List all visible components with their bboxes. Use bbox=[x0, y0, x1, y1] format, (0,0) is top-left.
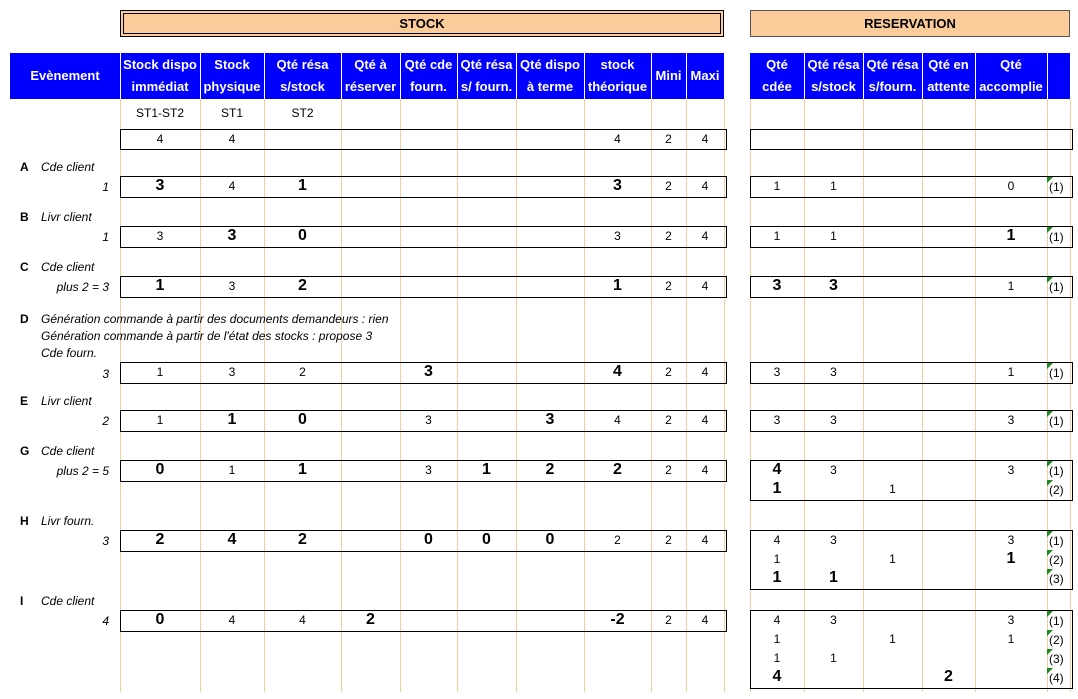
event-note: Génération commande à partir des documents demandeurs : rien bbox=[41, 312, 389, 326]
reservation-cell: 3 bbox=[1007, 463, 1015, 477]
event-label: Livr fourn. bbox=[41, 514, 95, 528]
stock-cell: 4 bbox=[299, 613, 306, 627]
stock-cell: 3 bbox=[228, 365, 236, 379]
reservation-line-index: (3) bbox=[1049, 652, 1064, 666]
stock-cell: 4 bbox=[614, 132, 621, 146]
reservation-line-index: (1) bbox=[1049, 366, 1064, 380]
stock-code-label: ST1-ST2 bbox=[135, 106, 184, 120]
stock-cell: 1 bbox=[298, 461, 307, 478]
reservation-cell: 0 bbox=[1007, 179, 1015, 193]
stock-cell: 3 bbox=[228, 279, 236, 293]
stock-cell: 1 bbox=[298, 177, 307, 194]
stock-column-header: Mini bbox=[651, 53, 687, 99]
stock-cell: 4 bbox=[701, 413, 709, 427]
stock-column-header: Stock dispo immédiat bbox=[120, 53, 201, 99]
stock-column-header: Qté cde fourn. bbox=[400, 53, 458, 99]
stock-cell: 1 bbox=[156, 365, 164, 379]
reservation-cell: 3 bbox=[830, 463, 837, 477]
stock-cell: 1 bbox=[156, 413, 164, 427]
stock-cell: 2 bbox=[299, 365, 306, 379]
stock-cell: 4 bbox=[701, 132, 709, 146]
event-letter: E bbox=[20, 394, 29, 408]
reservation-cell: 3 bbox=[830, 365, 837, 379]
stock-cell: 2 bbox=[665, 132, 672, 146]
stock-cell: 2 bbox=[366, 611, 375, 628]
reservation-column-header: Qté accomplie bbox=[975, 53, 1048, 99]
reservation-cell: 4 bbox=[773, 533, 781, 547]
reservation-title: RESERVATION bbox=[864, 16, 956, 31]
stock-cell: 2 bbox=[665, 533, 672, 547]
reservation-cell: 4 bbox=[772, 461, 782, 478]
event-letter: G bbox=[20, 444, 30, 458]
reservation-cell: 3 bbox=[773, 365, 781, 379]
stock-section-header bbox=[120, 10, 724, 37]
reservation-column-header-row bbox=[750, 53, 1070, 99]
reservation-cell: 1 bbox=[773, 651, 781, 665]
stock-cell: 3 bbox=[424, 363, 433, 380]
stock-cell: 1 bbox=[155, 277, 165, 294]
stock-cell: 2 bbox=[665, 413, 672, 427]
reservation-cell: 1 bbox=[1007, 632, 1015, 646]
reservation-column-header: Qté résa s/stock bbox=[804, 53, 864, 99]
stock-cell: 2 bbox=[665, 613, 672, 627]
reservation-line-index: (1) bbox=[1049, 534, 1064, 548]
event-label: Cde client bbox=[41, 260, 95, 274]
reservation-cell: 1 bbox=[830, 179, 837, 193]
reservation-column-header: Qté résa s/fourn. bbox=[863, 53, 923, 99]
reservation-line-index: (1) bbox=[1049, 230, 1064, 244]
stock-column-header: Maxi bbox=[686, 53, 725, 99]
stock-cell: 3 bbox=[613, 177, 622, 194]
reservation-cell: 3 bbox=[773, 413, 781, 427]
stock-cell: 3 bbox=[155, 177, 165, 194]
stock-cell: 2 bbox=[614, 533, 621, 547]
event-letter: D bbox=[20, 312, 29, 326]
stock-cell: 4 bbox=[156, 132, 164, 146]
stock-column-header: stock théorique bbox=[584, 53, 652, 99]
event-note: Génération commande à partir de l'état des stocks : propose 3 bbox=[41, 329, 373, 343]
reservation-line-index: (3) bbox=[1049, 572, 1064, 586]
reservation-cell: 3 bbox=[1007, 413, 1015, 427]
reservation-cell: 1 bbox=[889, 552, 896, 566]
stock-cell: 4 bbox=[613, 363, 622, 380]
reservation-cell: 1 bbox=[773, 179, 781, 193]
reservation-column-header: Qté cdée bbox=[750, 53, 805, 99]
event-letter: C bbox=[20, 260, 29, 274]
stock-column-header: Qté dispo à terme bbox=[516, 53, 585, 99]
reservation-cell: 1 bbox=[889, 632, 896, 646]
stock-cell: 2 bbox=[665, 365, 672, 379]
reservation-cell: 1 bbox=[772, 480, 782, 497]
stock-cell: 3 bbox=[425, 463, 432, 477]
reservation-cell: 1 bbox=[889, 482, 896, 496]
stock-cell: 0 bbox=[155, 611, 165, 628]
reservation-cell: 3 bbox=[830, 413, 837, 427]
event-letter: H bbox=[20, 514, 29, 528]
event-column-header: Evènement bbox=[10, 53, 121, 99]
stock-cell: 4 bbox=[701, 229, 709, 243]
reservation-cell: 1 bbox=[1007, 365, 1015, 379]
stock-code-label: ST2 bbox=[291, 106, 314, 120]
stock-cell: 4 bbox=[701, 613, 709, 627]
reservation-cell: 1 bbox=[773, 229, 781, 243]
stock-cell: 4 bbox=[228, 613, 236, 627]
event-letter: I bbox=[20, 594, 24, 608]
stock-cell: 1 bbox=[613, 277, 622, 294]
reservation-cell: 1 bbox=[830, 651, 837, 665]
reservation-cell: 1 bbox=[773, 552, 781, 566]
stock-cell: 0 bbox=[298, 227, 307, 244]
reservation-line-index: (1) bbox=[1049, 280, 1064, 294]
event-quantity: plus 2 = 3 bbox=[56, 280, 109, 294]
stock-cell: 0 bbox=[298, 411, 307, 428]
stock-cell: 2 bbox=[665, 279, 672, 293]
stock-cell: 4 bbox=[701, 463, 709, 477]
stock-cell: 2 bbox=[665, 463, 672, 477]
stock-cell: -2 bbox=[610, 611, 625, 628]
stock-cell: 3 bbox=[614, 229, 621, 243]
reservation-line-index: (2) bbox=[1049, 633, 1064, 647]
stock-cell: 4 bbox=[228, 179, 236, 193]
stock-cell: 1 bbox=[482, 461, 491, 478]
reservation-section-header bbox=[750, 10, 1070, 37]
reservation-line-index: (1) bbox=[1049, 464, 1064, 478]
event-label: Cde client bbox=[41, 594, 95, 608]
stock-column-header-row bbox=[10, 53, 724, 99]
reservation-line-index: (1) bbox=[1049, 614, 1064, 628]
stock-cell: 3 bbox=[227, 227, 237, 244]
event-label: Livr client bbox=[41, 210, 92, 224]
stock-cell: 0 bbox=[155, 461, 165, 478]
reservation-cell: 3 bbox=[830, 613, 837, 627]
stock-column-header: Stock physique bbox=[200, 53, 265, 99]
stock-cell: 4 bbox=[701, 179, 709, 193]
stock-cell: 4 bbox=[614, 413, 621, 427]
reservation-cell: 1 bbox=[829, 569, 838, 586]
event-quantity: 4 bbox=[102, 614, 109, 628]
event-label: Cde client bbox=[41, 160, 95, 174]
reservation-cell: 1 bbox=[1007, 279, 1015, 293]
reservation-cell: 3 bbox=[1007, 533, 1015, 547]
stock-cell: 1 bbox=[228, 463, 236, 477]
stock-cell: 2 bbox=[298, 531, 307, 548]
stock-cell: 2 bbox=[545, 461, 555, 478]
stock-cell: 4 bbox=[228, 132, 236, 146]
reservation-cell: 3 bbox=[830, 533, 837, 547]
reservation-cell: 4 bbox=[772, 668, 782, 685]
stock-cell: 0 bbox=[482, 531, 491, 548]
reservation-cell: 1 bbox=[1006, 227, 1016, 244]
stock-cell: 4 bbox=[701, 279, 709, 293]
stock-cell: 3 bbox=[156, 229, 164, 243]
stock-cell: 2 bbox=[665, 179, 672, 193]
stock-cell: 2 bbox=[613, 461, 622, 478]
stock-cell: 2 bbox=[665, 229, 672, 243]
event-label: Livr client bbox=[41, 394, 92, 408]
event-letter: A bbox=[20, 160, 29, 174]
stock-cell: 1 bbox=[227, 411, 237, 428]
reservation-line-index: (1) bbox=[1049, 414, 1064, 428]
reservation-cell: 4 bbox=[773, 613, 781, 627]
reservation-cell: 2 bbox=[944, 668, 953, 685]
reservation-cell: 3 bbox=[772, 277, 782, 294]
event-quantity: 3 bbox=[102, 367, 109, 381]
stock-cell: 4 bbox=[227, 531, 237, 548]
initial-reservation-row bbox=[750, 129, 1073, 150]
reservation-cell: 1 bbox=[830, 229, 837, 243]
stock-cell: 4 bbox=[701, 365, 709, 379]
stock-cell: 3 bbox=[545, 411, 555, 428]
reservation-line-index: (1) bbox=[1049, 180, 1064, 194]
reservation-line-index: (2) bbox=[1049, 483, 1064, 497]
event-quantity: 2 bbox=[102, 414, 109, 428]
event-quantity: plus 2 = 5 bbox=[56, 464, 109, 478]
event-quantity: 3 bbox=[102, 534, 109, 548]
stock-title: STOCK bbox=[399, 16, 445, 31]
stock-column-header: Qté résa s/ fourn. bbox=[457, 53, 517, 99]
event-note: Cde fourn. bbox=[41, 346, 98, 360]
reservation-line-index: (2) bbox=[1049, 553, 1064, 567]
stock-code-label: ST1 bbox=[220, 106, 243, 120]
reservation-column-header: Qté en attente bbox=[922, 53, 976, 99]
reservation-cell: 1 bbox=[772, 569, 782, 586]
stock-cell: 0 bbox=[424, 531, 433, 548]
event-letter: B bbox=[20, 210, 29, 224]
event-label: Cde client bbox=[41, 444, 95, 458]
reservation-cell: 3 bbox=[1007, 613, 1015, 627]
stock-cell: 3 bbox=[425, 413, 432, 427]
stock-column-header: Qté résa s/stock bbox=[264, 53, 342, 99]
event-quantity: 1 bbox=[102, 230, 109, 244]
reservation-cell: 1 bbox=[773, 632, 781, 646]
reservation-cell: 1 bbox=[1006, 550, 1016, 567]
event-quantity: 1 bbox=[102, 180, 109, 194]
stock-column-header: Qté à réserver bbox=[341, 53, 401, 99]
stock-cell: 2 bbox=[298, 277, 307, 294]
stock-cell: 0 bbox=[545, 531, 555, 548]
stock-cell: 2 bbox=[155, 531, 165, 548]
stock-cell: 4 bbox=[701, 533, 709, 547]
reservation-line-index: (4) bbox=[1049, 671, 1064, 685]
reservation-cell: 3 bbox=[829, 277, 838, 294]
